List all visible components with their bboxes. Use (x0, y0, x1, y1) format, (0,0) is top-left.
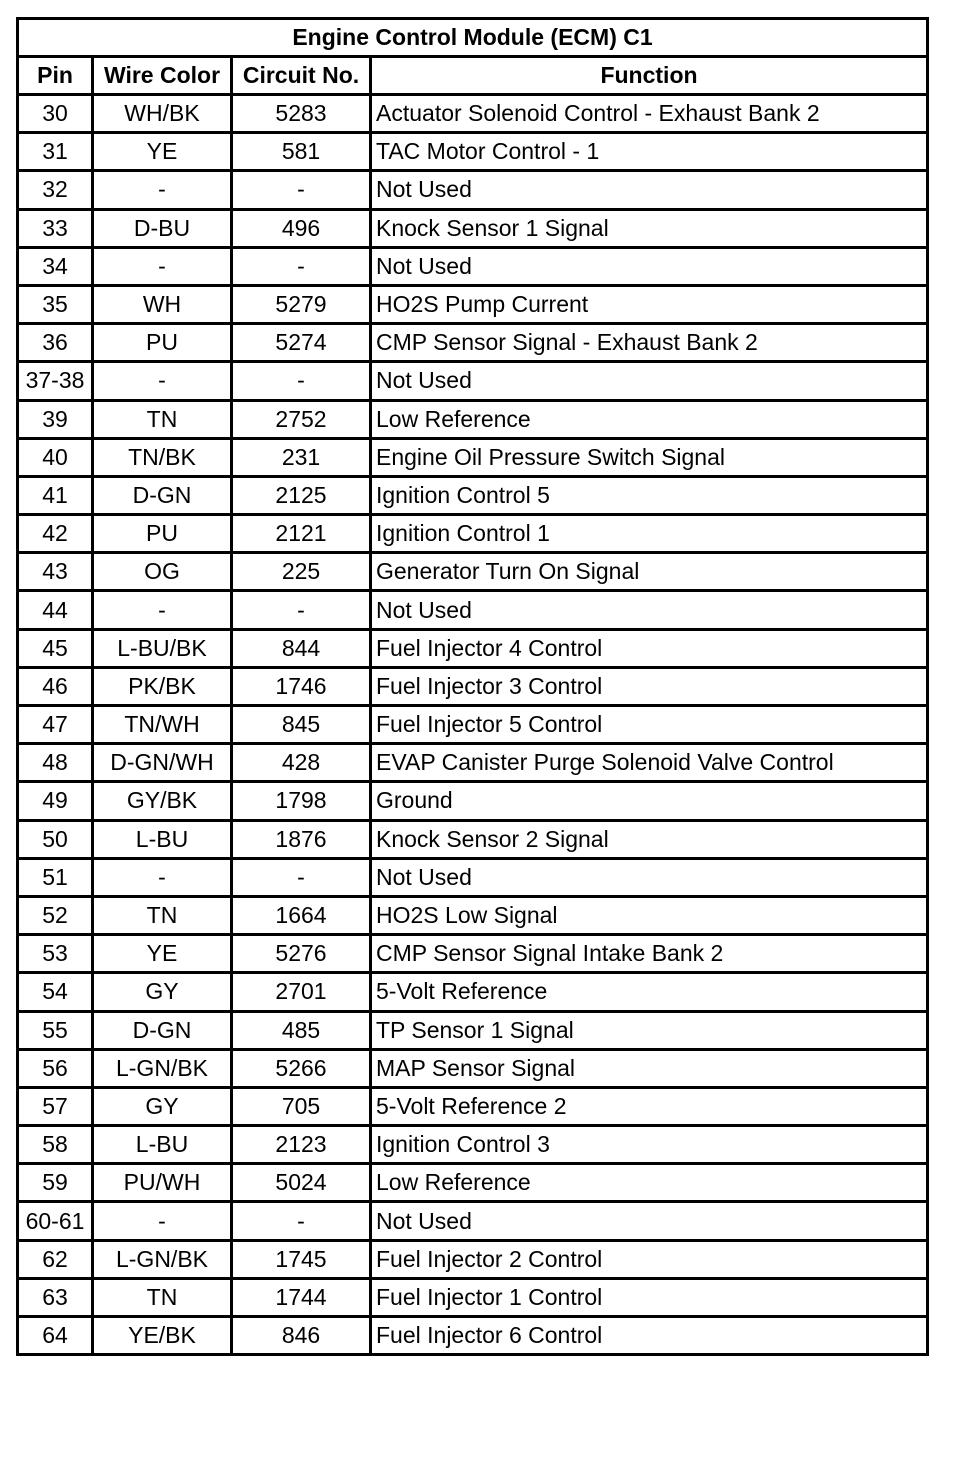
cell-circuit-no: - (232, 171, 371, 209)
cell-circuit-no: 1664 (232, 896, 371, 934)
cell-function: Not Used (371, 591, 928, 629)
cell-pin: 55 (18, 1011, 93, 1049)
cell-wire-color: YE/BK (93, 1317, 232, 1355)
cell-function: HO2S Pump Current (371, 285, 928, 323)
cell-circuit-no: 225 (232, 553, 371, 591)
cell-pin: 37-38 (18, 362, 93, 400)
table-row (18, 438, 928, 476)
cell-function: TP Sensor 1 Signal (371, 1011, 928, 1049)
table-row (18, 515, 928, 553)
cell-wire-color: YE (93, 935, 232, 973)
cell-wire-color: L-BU (93, 1126, 232, 1164)
cell-function: Engine Oil Pressure Switch Signal (371, 438, 928, 476)
table-row (18, 858, 928, 896)
cell-pin: 58 (18, 1126, 93, 1164)
cell-circuit-no: 846 (232, 1317, 371, 1355)
cell-circuit-no: 1745 (232, 1240, 371, 1278)
cell-function: Fuel Injector 4 Control (371, 629, 928, 667)
cell-function: 5-Volt Reference 2 (371, 1087, 928, 1125)
table-row (18, 400, 928, 438)
cell-pin: 41 (18, 476, 93, 514)
cell-function: Knock Sensor 2 Signal (371, 820, 928, 858)
table-title: Engine Control Module (ECM) C1 (18, 19, 928, 57)
cell-circuit-no: 5274 (232, 324, 371, 362)
cell-wire-color: L-BU/BK (93, 629, 232, 667)
cell-wire-color: OG (93, 553, 232, 591)
cell-circuit-no: 844 (232, 629, 371, 667)
table-title-row (18, 19, 928, 57)
cell-circuit-no: 2752 (232, 400, 371, 438)
cell-function: Not Used (371, 247, 928, 285)
cell-function: Ground (371, 782, 928, 820)
cell-wire-color: L-BU (93, 820, 232, 858)
cell-circuit-no: 2121 (232, 515, 371, 553)
table-row (18, 973, 928, 1011)
cell-wire-color: PU (93, 515, 232, 553)
cell-pin: 52 (18, 896, 93, 934)
cell-function: Fuel Injector 2 Control (371, 1240, 928, 1278)
cell-function: Ignition Control 5 (371, 476, 928, 514)
cell-wire-color: - (93, 858, 232, 896)
cell-function: Generator Turn On Signal (371, 553, 928, 591)
column-header-circuit-no: Circuit No. (232, 57, 371, 95)
cell-function: 5-Volt Reference (371, 973, 928, 1011)
cell-function: Fuel Injector 3 Control (371, 667, 928, 705)
table-row (18, 667, 928, 705)
cell-function: Low Reference (371, 400, 928, 438)
cell-circuit-no: - (232, 1202, 371, 1240)
table-row (18, 1278, 928, 1316)
cell-pin: 63 (18, 1278, 93, 1316)
cell-circuit-no: 2701 (232, 973, 371, 1011)
cell-circuit-no: - (232, 591, 371, 629)
cell-wire-color: WH (93, 285, 232, 323)
table-row (18, 1087, 928, 1125)
cell-wire-color: - (93, 247, 232, 285)
table-row (18, 1126, 928, 1164)
cell-wire-color: L-GN/BK (93, 1240, 232, 1278)
cell-pin: 32 (18, 171, 93, 209)
cell-circuit-no: 705 (232, 1087, 371, 1125)
cell-wire-color: TN (93, 1278, 232, 1316)
cell-pin: 46 (18, 667, 93, 705)
cell-pin: 40 (18, 438, 93, 476)
cell-circuit-no: 1746 (232, 667, 371, 705)
cell-function: Fuel Injector 5 Control (371, 706, 928, 744)
cell-pin: 57 (18, 1087, 93, 1125)
cell-function: Not Used (371, 1202, 928, 1240)
cell-circuit-no: 5276 (232, 935, 371, 973)
table-row (18, 1164, 928, 1202)
cell-wire-color: - (93, 591, 232, 629)
table-row (18, 782, 928, 820)
cell-pin: 31 (18, 133, 93, 171)
table-row (18, 744, 928, 782)
table-row (18, 247, 928, 285)
cell-circuit-no: 2123 (232, 1126, 371, 1164)
cell-wire-color: PK/BK (93, 667, 232, 705)
table-row (18, 629, 928, 667)
table-row (18, 1202, 928, 1240)
cell-function: Not Used (371, 171, 928, 209)
cell-pin: 35 (18, 285, 93, 323)
cell-pin: 50 (18, 820, 93, 858)
cell-circuit-no: 581 (232, 133, 371, 171)
cell-wire-color: - (93, 171, 232, 209)
cell-wire-color: - (93, 1202, 232, 1240)
table-row (18, 706, 928, 744)
table-row (18, 1240, 928, 1278)
cell-function: Knock Sensor 1 Signal (371, 209, 928, 247)
cell-wire-color: GY (93, 1087, 232, 1125)
cell-pin: 64 (18, 1317, 93, 1355)
cell-wire-color: D-GN (93, 1011, 232, 1049)
column-header-function: Function (371, 57, 928, 95)
table-row (18, 95, 928, 133)
cell-function: EVAP Canister Purge Solenoid Valve Control (371, 744, 928, 782)
cell-wire-color: WH/BK (93, 95, 232, 133)
table-row (18, 324, 928, 362)
cell-wire-color: D-BU (93, 209, 232, 247)
cell-function: MAP Sensor Signal (371, 1049, 928, 1087)
cell-circuit-no: - (232, 362, 371, 400)
cell-pin: 47 (18, 706, 93, 744)
cell-wire-color: D-GN (93, 476, 232, 514)
cell-circuit-no: 2125 (232, 476, 371, 514)
cell-circuit-no: 845 (232, 706, 371, 744)
table-row (18, 896, 928, 934)
cell-pin: 60-61 (18, 1202, 93, 1240)
table-row (18, 171, 928, 209)
table-row (18, 591, 928, 629)
cell-pin: 54 (18, 973, 93, 1011)
cell-function: Fuel Injector 1 Control (371, 1278, 928, 1316)
cell-function: Fuel Injector 6 Control (371, 1317, 928, 1355)
cell-function: HO2S Low Signal (371, 896, 928, 934)
cell-circuit-no: 485 (232, 1011, 371, 1049)
cell-circuit-no: 5266 (232, 1049, 371, 1087)
cell-circuit-no: 1798 (232, 782, 371, 820)
cell-function: TAC Motor Control - 1 (371, 133, 928, 171)
cell-wire-color: TN/BK (93, 438, 232, 476)
cell-circuit-no: 428 (232, 744, 371, 782)
table-header-row (18, 57, 928, 95)
cell-circuit-no: - (232, 858, 371, 896)
cell-pin: 39 (18, 400, 93, 438)
table-row (18, 133, 928, 171)
cell-pin: 45 (18, 629, 93, 667)
cell-circuit-no: 1876 (232, 820, 371, 858)
cell-pin: 59 (18, 1164, 93, 1202)
cell-wire-color: TN/WH (93, 706, 232, 744)
cell-wire-color: GY/BK (93, 782, 232, 820)
cell-circuit-no: 1744 (232, 1278, 371, 1316)
cell-circuit-no: 5279 (232, 285, 371, 323)
table-row (18, 820, 928, 858)
cell-pin: 49 (18, 782, 93, 820)
cell-wire-color: D-GN/WH (93, 744, 232, 782)
cell-wire-color: - (93, 362, 232, 400)
table-row (18, 209, 928, 247)
cell-pin: 56 (18, 1049, 93, 1087)
cell-pin: 62 (18, 1240, 93, 1278)
cell-function: Ignition Control 3 (371, 1126, 928, 1164)
table-row (18, 935, 928, 973)
cell-wire-color: TN (93, 400, 232, 438)
cell-pin: 53 (18, 935, 93, 973)
table-row (18, 476, 928, 514)
table-row (18, 553, 928, 591)
cell-function: CMP Sensor Signal Intake Bank 2 (371, 935, 928, 973)
cell-function: Ignition Control 1 (371, 515, 928, 553)
cell-circuit-no: 5283 (232, 95, 371, 133)
cell-circuit-no: - (232, 247, 371, 285)
table-body (18, 95, 928, 1355)
table-row (18, 362, 928, 400)
cell-wire-color: PU/WH (93, 1164, 232, 1202)
cell-pin: 48 (18, 744, 93, 782)
table-row (18, 1317, 928, 1355)
cell-pin: 33 (18, 209, 93, 247)
cell-function: CMP Sensor Signal - Exhaust Bank 2 (371, 324, 928, 362)
column-header-pin: Pin (18, 57, 93, 95)
cell-wire-color: L-GN/BK (93, 1049, 232, 1087)
cell-circuit-no: 5024 (232, 1164, 371, 1202)
cell-wire-color: PU (93, 324, 232, 362)
cell-wire-color: GY (93, 973, 232, 1011)
cell-pin: 36 (18, 324, 93, 362)
cell-function: Not Used (371, 858, 928, 896)
cell-pin: 42 (18, 515, 93, 553)
cell-pin: 51 (18, 858, 93, 896)
cell-function: Actuator Solenoid Control - Exhaust Bank 2 (371, 95, 928, 133)
cell-function: Not Used (371, 362, 928, 400)
cell-pin: 44 (18, 591, 93, 629)
cell-wire-color: YE (93, 133, 232, 171)
cell-circuit-no: 496 (232, 209, 371, 247)
cell-function: Low Reference (371, 1164, 928, 1202)
table-row (18, 1049, 928, 1087)
table-row (18, 1011, 928, 1049)
table-row (18, 285, 928, 323)
column-header-wire-color: Wire Color (93, 57, 232, 95)
cell-wire-color: TN (93, 896, 232, 934)
cell-pin: 30 (18, 95, 93, 133)
cell-pin: 34 (18, 247, 93, 285)
cell-circuit-no: 231 (232, 438, 371, 476)
ecm-connector-table (16, 17, 929, 1356)
cell-pin: 43 (18, 553, 93, 591)
